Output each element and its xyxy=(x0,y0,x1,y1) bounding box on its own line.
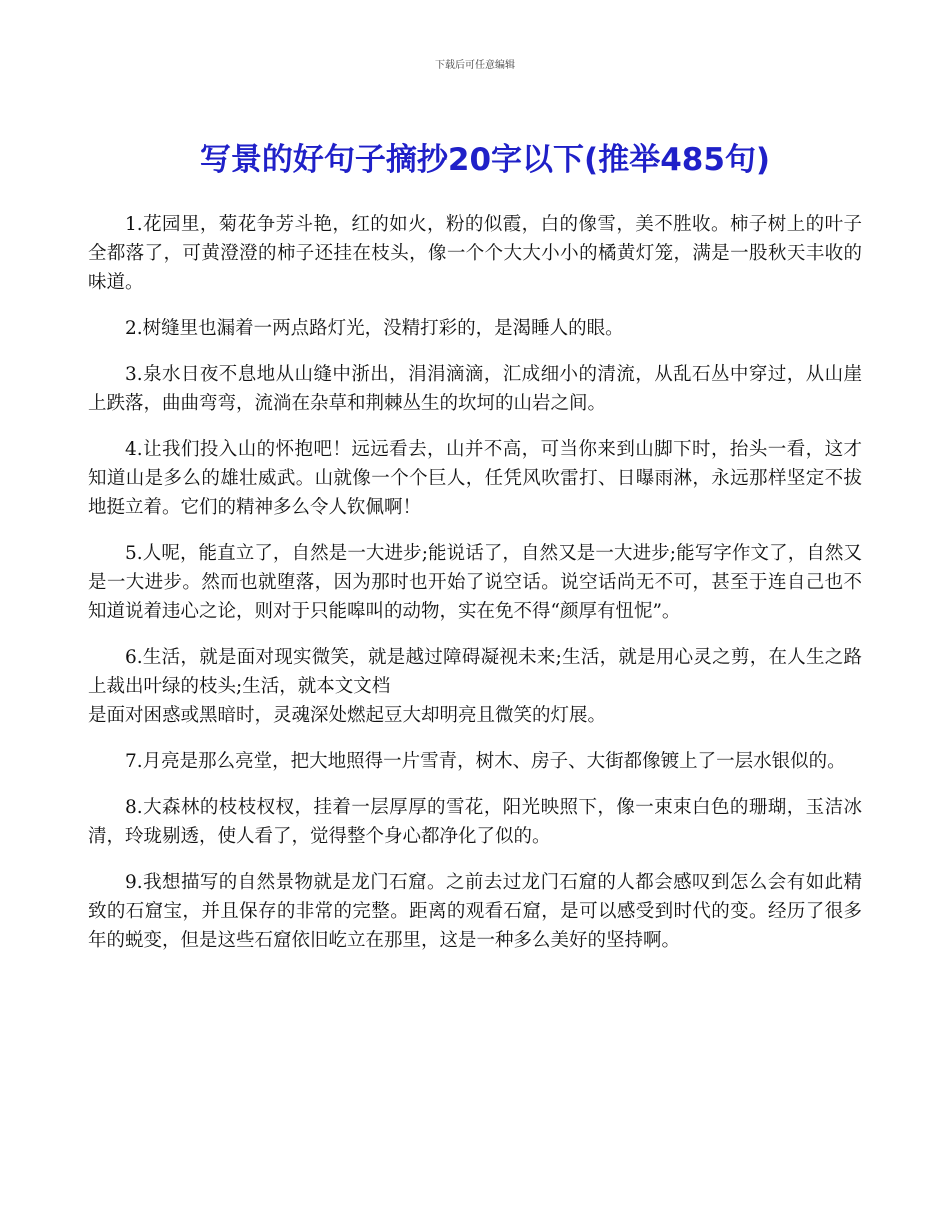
paragraph-1: 1.花园里，菊花争芳斗艳，红的如火，粉的似霞，白的像雪，美不胜收。柿子树上的叶子全都落了，可黄澄澄的柿子还挂在枝头，像一个个大大小小的橘黄灯笼，满是一股秋天丰收的味道。 xyxy=(88,214,862,293)
paragraph-6-text: 6.生活，就是面对现实微笑，就是越过障碍凝视未来;生活，就是用心灵之剪，在人生之路上裁出叶绿的枝头;生活，就本文文档 xyxy=(88,647,862,697)
paragraph-6-continuation: 是面对困惑或黑暗时，灵魂深处燃起豆大却明亮且微笑的灯展。 xyxy=(88,705,607,726)
paragraph-8: 8.大森林的枝枝杈杈，挂着一层厚厚的雪花，阳光映照下，像一束束白色的珊瑚，玉洁冰清，玲珑剔透，使人看了，觉得整个身心都净化了似的。 xyxy=(88,797,862,847)
paragraph-5: 5.人呢，能直立了，自然是一大进步;能说话了，自然又是一大进步;能写字作文了，自然又是一大进步。然而也就堕落，因为那时也开始了说空话。说空话尚无不可，甚至于连自己也不知道说着违心之论，则对于只能嗥叫的动物，实在免不得“颜厚有忸怩”。 xyxy=(88,543,862,622)
paragraph-9: 9.我想描写的自然景物就是龙门石窟。之前去过龙门石窟的人都会感叹到怎么会有如此精致的石窟宝，并且保存的非常的完整。距离的观看石窟，是可以感受到时代的变。经历了很多年的蜕变，但是这些石窟依旧屹立在那里，这是一种多么美好的坚持啊。 xyxy=(88,872,862,951)
paragraph-3: 3.泉水日夜不息地从山缝中浙出，涓涓滴滴，汇成细小的清流，从乱石丛中穿过，从山崖上跌落，曲曲弯弯，流淌在杂草和荆棘丛生的坎坷的山岩之间。 xyxy=(88,364,862,414)
document-title: 写景的好句子摘抄20字以下(推举485句) xyxy=(199,142,771,178)
document-body xyxy=(88,210,862,972)
paragraph-2: 2.树缝里也漏着一两点路灯光，没精打彩的，是渴睡人的眼。 xyxy=(125,318,624,339)
header-note: 下载后可任意编辑 xyxy=(435,60,515,71)
paragraph-4: 4.让我们投入山的怀抱吧！远远看去，山并不高，可当你来到山脚下时，抬头一看，这才知道山是多么的雄壮威武。山就像一个个巨人，任凭风吹雷打、日曝雨淋，永远那样坚定不拔地挺立着。它们的精神多么令人钦佩啊！ xyxy=(88,439,862,518)
paragraph-6 xyxy=(88,643,862,730)
paragraph-7: 7.月亮是那么亮堂，把大地照得一片雪青，树木、房子、大街都像镀上了一层水银似的。 xyxy=(125,751,846,772)
